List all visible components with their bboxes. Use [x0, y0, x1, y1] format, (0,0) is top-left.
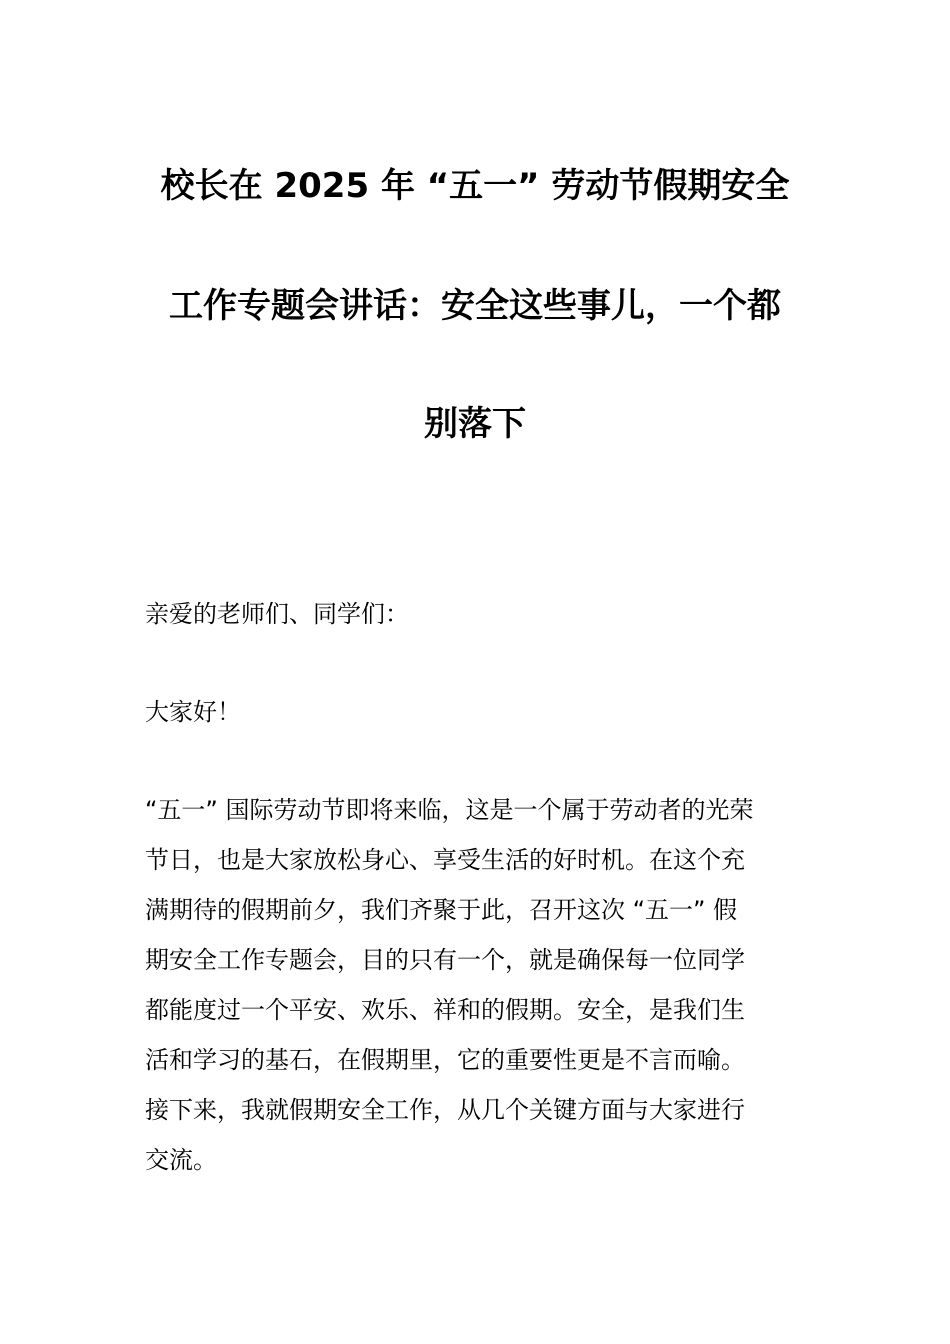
- paragraph-line: 交流。: [145, 1146, 217, 1174]
- paragraph-line: 满期待的假期前夕，我们齐聚于此，召开这次 “五一” 假: [145, 896, 738, 924]
- document-title-line-2: 工作专题会讲话：安全这些事儿，一个都: [169, 286, 781, 326]
- paragraph-line: 接下来，我就假期安全工作，从几个关键方面与大家进行: [145, 1096, 745, 1124]
- paragraph-line: 活和学习的基石，在假期里，它的重要性更是不言而喻。: [145, 1046, 745, 1074]
- paragraph-line: “五一” 国际劳动节即将来临，这是一个属于劳动者的光荣: [145, 796, 754, 824]
- document-title-line-1: 校长在 2025 年 “五一” 劳动节假期安全: [160, 166, 790, 206]
- salutation: 亲爱的老师们、同学们：: [145, 600, 409, 628]
- greeting: 大家好！: [145, 698, 241, 726]
- document-title-line-3: 别落下: [424, 404, 526, 444]
- paragraph-line: 节日，也是大家放松身心、享受生活的好时机。在这个充: [145, 846, 745, 874]
- paragraph-line: 期安全工作专题会，目的只有一个，就是确保每一位同学: [145, 946, 745, 974]
- paragraph-line: 都能度过一个平安、欢乐、祥和的假期。安全，是我们生: [145, 996, 745, 1024]
